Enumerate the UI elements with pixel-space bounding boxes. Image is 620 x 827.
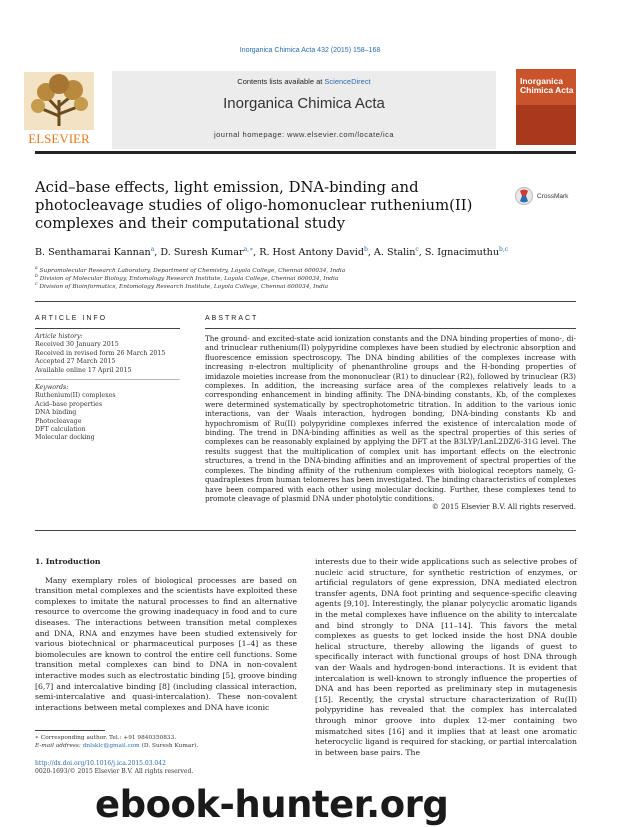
- affiliation-c: [35, 282, 580, 290]
- author-list: [35, 246, 580, 258]
- contents-prefix: Contents lists available at: [237, 77, 325, 86]
- cover-band: [516, 105, 576, 145]
- affiliation-marker: b: [35, 274, 38, 279]
- doi-link[interactable]: http://dx.doi.org/10.1016/j.ica.2015.03.042: [35, 760, 166, 767]
- affiliation-a: [35, 266, 580, 274]
- article-title: Acid–base effects, light emission, DNA-binding and photocleavage studies of oligo-homonuclear ruthenium(II) complexes and their computational study: [35, 179, 473, 232]
- cover-title: Inorganica Chimica Acta: [520, 76, 574, 95]
- elsevier-logo: [18, 70, 100, 146]
- doi-block: [35, 760, 297, 776]
- email-link[interactable]: dnlsklc@gmail.com: [82, 743, 140, 749]
- author-name: R. Host Antony David: [259, 247, 364, 259]
- article-info-rule: [35, 328, 180, 329]
- history-item: Received in revised form 26 March 2015: [35, 349, 166, 357]
- crossmark-badge[interactable]: [515, 184, 605, 210]
- keyword: DNA binding: [35, 409, 77, 417]
- section-heading-introduction: 1. Introduction: [35, 557, 101, 566]
- homepage-prefix: journal homepage:: [213, 130, 288, 139]
- copyright-notice: © 2015 Elsevier B.V. All rights reserved.: [431, 503, 576, 512]
- crossmark-label: CrossMark: [537, 193, 569, 200]
- homepage-link[interactable]: www.elsevier.com/locate/ica: [287, 130, 395, 139]
- corresponding-author-note: ∗ Corresponding author. Tel.: +91 9840350833.: [35, 735, 177, 741]
- keyword: Ruthenium(II) complexes: [35, 392, 116, 400]
- abstract-rule: [205, 328, 576, 329]
- journal-name: Inorganica Chimica Acta: [223, 95, 385, 112]
- abstract: [205, 315, 576, 511]
- history-label: Article history:: [35, 333, 83, 340]
- author-separator: ,: [418, 247, 425, 259]
- email-note: [35, 742, 297, 750]
- crossmark-icon: [515, 187, 533, 205]
- email-suffix: (D. Suresh Kumar).: [139, 743, 199, 749]
- header-rule: [35, 151, 576, 154]
- keyword: Photocleavage: [35, 417, 82, 425]
- body-paragraph: Many exemplary roles of biological processes are based on transition metal complexes and the scientists have exploited these complexes to imitate the natural processes to find an alternative resource to overcome the growing inadequacy in food and to cure diseases. The interactions between transition metal complexes and DNA, RNA and enzymes have been studied extensively for various biotechnical or pharmaceutical purposes [1–4] as these biomolecules are known to control the entire cell functions. Some transition metal complexes can bind to DNA in non-covalent interactive modes such as electrostatic binding [5], groove binding [6,7] and intercalative binding [8] (including classical interaction, semi-intercalative and quasi-intercalation). These non-covalent interactions between metal complexes and DNA have iconic: [35, 575, 297, 712]
- affiliation-text: Division of Bioinformatics, Entomology Research Institute, Loyola College, Chennai 600034, India: [39, 283, 329, 290]
- history-item: Received 30 January 2015: [35, 341, 119, 349]
- author-name: A. Stalin: [373, 247, 416, 259]
- affiliation-text: Supramolecular Research Laboratory, Department of Chemistry, Loyola College, Chennai 600034, India: [39, 267, 346, 274]
- affiliation-b: [35, 274, 580, 282]
- abstract-bottom-rule: [35, 530, 576, 531]
- article-history: [35, 333, 180, 375]
- affiliation-rule: [35, 301, 576, 302]
- body-column-left: [35, 557, 297, 713]
- sciencedirect-link[interactable]: ScienceDirect: [324, 77, 371, 86]
- email-label: E-mail address:: [35, 743, 83, 749]
- keywords: [35, 384, 180, 443]
- author-affiliation-marker[interactable]: a: [150, 246, 155, 253]
- author-name: B. Senthamarai Kannan: [35, 247, 151, 259]
- affiliation-text: Division of Molecular Biology, Entomology Research Institute, Loyola College, Chennai 600034, India: [39, 275, 339, 282]
- publisher-wordmark: ELSEVIER: [28, 131, 90, 146]
- author-affiliation-marker[interactable]: c: [415, 246, 419, 253]
- keyword: Molecular docking: [35, 434, 95, 442]
- author-separator: ,: [154, 247, 161, 259]
- keyword: DFT calculation: [35, 426, 86, 434]
- author-separator: ,: [367, 247, 374, 259]
- contents-line: [112, 77, 496, 86]
- keyword: Acid–base properties: [35, 400, 103, 408]
- author-name: S. Ignacimuthu: [424, 247, 499, 259]
- article-info-heading: ARTICLE INFO: [35, 315, 108, 322]
- footnote-rule: [35, 730, 105, 731]
- info-divider: [35, 379, 180, 380]
- affiliation-marker: a: [35, 266, 38, 271]
- history-item: Accepted 27 March 2015: [35, 358, 116, 366]
- journal-cover-thumbnail: [516, 69, 576, 145]
- watermark-text: ebook-hunter.org: [95, 783, 449, 826]
- body-paragraph: interests due to their wide applications such as selective probes of nucleic acid structure, for synthetic restriction of enzymes, or artificial regulators of gene expression, DNA mediated electron transfer agents, DNA foot printing and sequence-specific cleaving agents [9,10]. Interestingly, the planar polycyclic aromatic ligands in the metal complexes have influence on the ability to intercalate and bind strongly to DNA [11–14]. This favors the metal complexes as guests to get locked inside the host DNA double helical structure, thereby allowing the ligands of guest to specifically interact with functional groups of host DNA through van der Waals and hydrogen-bond interactions. It is evident that intercalation is well-known to strongly influence the properties of DNA and has been reported as preliminary step in mutagenesis [15]. Recently, the crystal structure characterization of Ru(II) polypyridine has revealed that the complex has intercalated through minor groove into duplex 12-mer containing two mismatched sites [16] and it implies that at least one aromatic heterocyclic ligand is required for stacking, or partial intercalation in between base pairs. The: [315, 557, 577, 757]
- article-info: [35, 315, 180, 443]
- author-affiliation-marker[interactable]: b: [363, 246, 368, 253]
- body-column-right: [315, 557, 577, 758]
- abstract-heading: ABSTRACT: [205, 315, 259, 322]
- keywords-label: Keywords:: [35, 384, 69, 392]
- affiliation-marker: c: [35, 282, 38, 287]
- author-name: D. Suresh Kumar: [160, 247, 244, 259]
- author-affiliation-marker[interactable]: a,∗: [243, 246, 254, 253]
- journal-citation[interactable]: Inorganica Chimica Acta 432 (2015) 158–168: [239, 47, 381, 54]
- journal-masthead: [112, 71, 496, 149]
- footnotes: [35, 734, 297, 750]
- author-separator: ,: [253, 247, 260, 259]
- abstract-text: The ground- and excited-state acid ionization constants and the DNA binding properties of mono-, di- and trinuclear ruthenium(II) polypyridine complexes have been studied by electronic absorption and fluorescence emission spectroscopy. The DNA binding abilities of the complexes increase with increasing π-electron multiplicity of phenanthroline groups and the H-bonding properties of imidazole moieties increase from the mononuclear (R1) to dinuclear (R2), followed by trinuclear (R3) complexes. In addition, the increasing surface area of the complexes relatively leads to a corresponding enhancement in binding affinity. The DNA-binding constants, Kb, of the complexes were determined systematically by spectrophotometric titration. In addition to the various ionic interactions, van der Waals interaction, hydrogen bonding, DNA-binding constants Kb and hypochromism of Ru(II) polypyridine complexes inferred the existence of intercalation mode of binding. The trend in DNA-binding affinities as well as the spectral properties of this series of complexes can be reasonably explained by applying the DFT at the B3LYP/LanL2DZ/6-31G level. The results suggest that the multiplication of complex unit has important effects on the electronic structures, a trend in the DNA-binding affinities and an improvement of spectral properties of the complexes. The binding affinity of the ruthenium complexes with biological receptors namely, G-quadraplexes from human telomeres has been investigated. The binding characteristics of complexes have been compared with each other using molecular docking. Further, these complexes tend to promote cleavage of plasmid DNA under photolytic conditions.: [205, 334, 576, 503]
- history-item: Available online 17 April 2015: [35, 366, 132, 374]
- journal-homepage: [112, 130, 496, 139]
- issn-line: 0020-1693/© 2015 Elsevier B.V. All rights reserved.: [35, 768, 194, 775]
- author-affiliation-marker[interactable]: b,c: [499, 246, 509, 253]
